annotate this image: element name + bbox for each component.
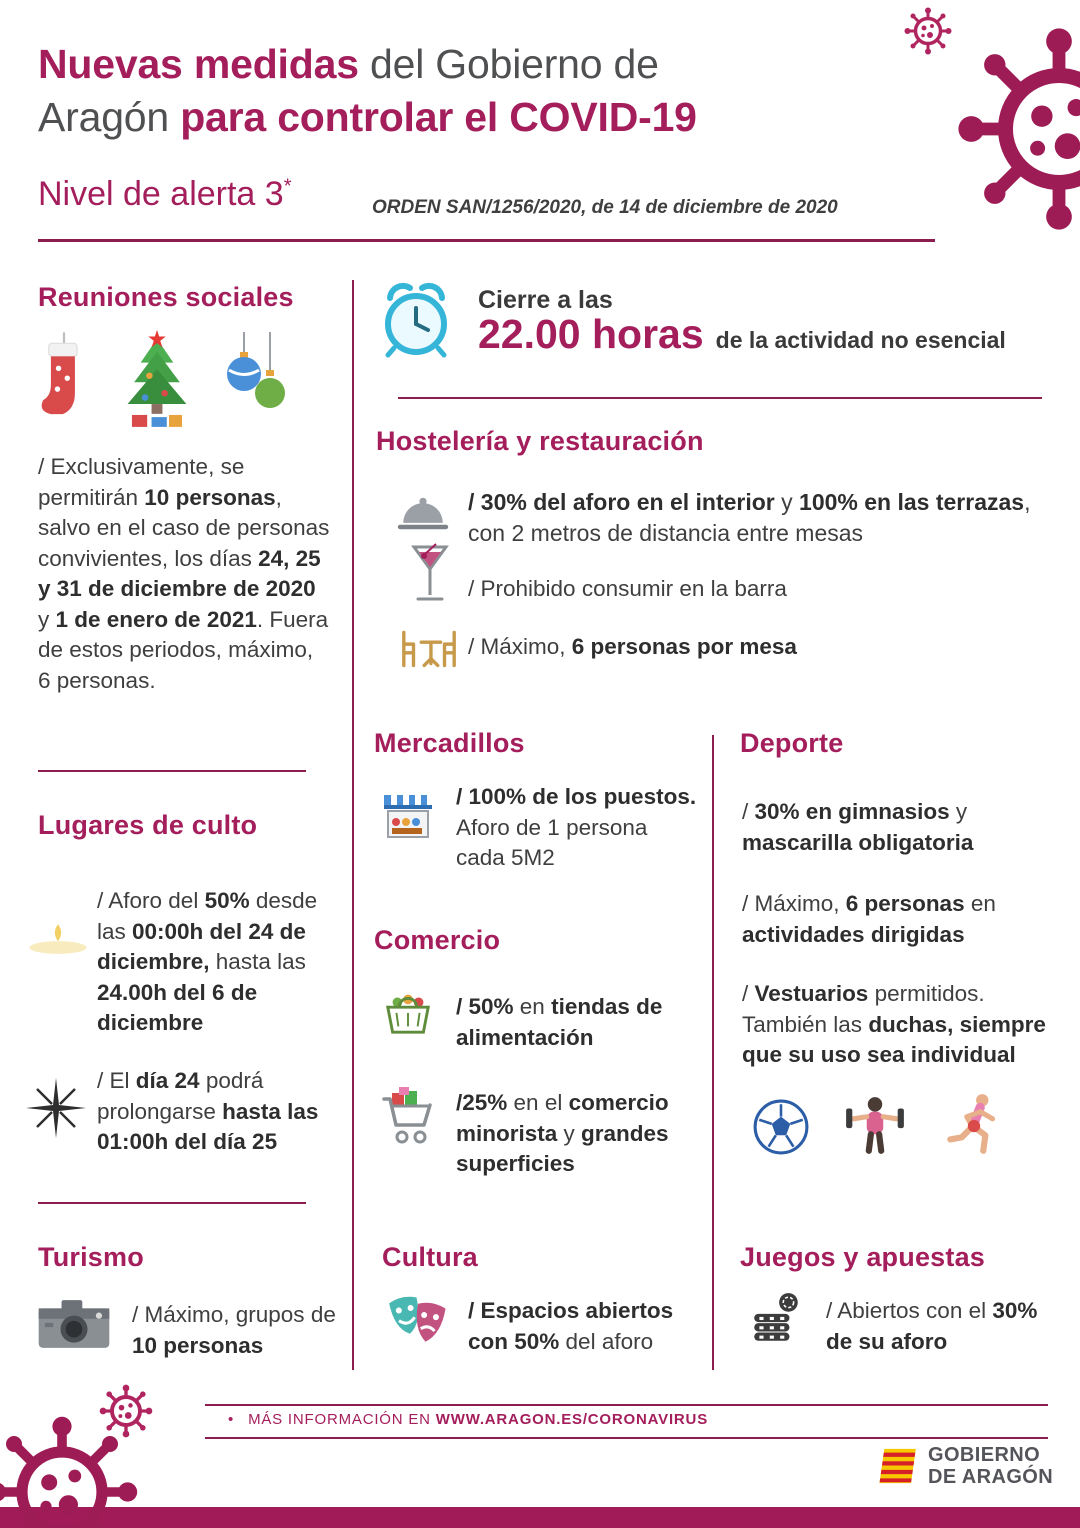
title-accent-2: para controlar el COVID-19 <box>180 94 697 140</box>
section-title-culto: Lugares de culto <box>38 810 258 840</box>
left-divider <box>38 770 306 772</box>
alert-level <box>38 175 291 214</box>
turismo-bullet-1: / Máximo, grupos de 10 personas <box>132 1302 336 1358</box>
section-title-hosteleria: Hostelería y restauración <box>376 426 704 456</box>
section-title-comercio: Comercio <box>374 925 501 955</box>
weightlifting-icon <box>842 1092 908 1158</box>
cultura-bullet-1: / Espacios abiertos con 50% del aforo <box>468 1298 674 1354</box>
footer-info-prefix: MÁS INFORMACIÓN EN <box>248 1411 436 1428</box>
section-title-deporte: Deporte <box>740 728 844 758</box>
serving-dish-icon <box>396 490 450 536</box>
running-person-icon <box>944 1092 1004 1158</box>
page-title <box>38 38 878 144</box>
christmas-baubles-icon <box>226 330 286 418</box>
vertical-divider <box>352 280 354 1370</box>
logo-line-1: GOBIERNO <box>928 1444 1041 1466</box>
camera-icon <box>36 1298 112 1352</box>
closure-main <box>478 311 1006 358</box>
closure-time: 22.00 horas <box>478 311 704 357</box>
order-reference: ORDEN SAN/1256/2020, de 14 de diciembre de 2020 <box>372 197 838 218</box>
christmas-icons-row <box>40 330 286 428</box>
section-title-mercadillos: Mercadillos <box>374 728 525 758</box>
header-rule <box>38 239 935 242</box>
theater-masks-icon <box>385 1291 449 1349</box>
bottom-accent-bar <box>0 1507 1080 1528</box>
virus-icon <box>0 1412 142 1528</box>
reuniones-text: / Exclusivamente, se permitirán 10 personas, salvo en el caso de personas convivientes, los días 24, 25 y 31 de diciembre de 2020 y 1 de enero de 2021. Fuera de estos periodos, máximo, 6 personas. <box>38 454 330 693</box>
eight-point-star-icon <box>24 1076 88 1140</box>
alert-level-text: Nivel de alerta 3 <box>38 175 284 213</box>
closure-intro: Cierre a las <box>478 286 613 314</box>
juegos-bullet-1: / Abiertos con el 30% de su aforo <box>826 1298 1038 1354</box>
footer-bullet: • <box>228 1411 235 1428</box>
market-stall-icon <box>382 788 434 844</box>
mercadillos-bullet-1: / 100% de los puestos. Aforo de 1 persona cada 5M2 <box>456 784 697 870</box>
soccer-ball-icon <box>752 1098 810 1156</box>
cocktail-glass-icon <box>410 543 450 605</box>
section-title-juegos: Juegos y apuestas <box>740 1242 986 1272</box>
title-rest-1: del Gobierno de <box>358 41 659 87</box>
deporte-bullet-3: / Vestuarios permitidos. También las duchas, siempre que su uso sea individual <box>742 981 1046 1067</box>
deporte-bullet-2: / Máximo, 6 personas en actividades dirigidas <box>742 891 996 947</box>
alert-asterisk: * <box>283 175 292 198</box>
title-rest-2: Aragón <box>38 94 181 140</box>
comercio-bullet-1: / 50% en tiendas de alimentación <box>456 994 663 1050</box>
culto-bullet-2: / El día 24 podrá prolongarse hasta las 01:00h del día 25 <box>97 1068 319 1154</box>
section-title-cultura: Cultura <box>382 1242 478 1272</box>
food-basket-icon <box>382 984 434 1038</box>
footer-rule-top <box>205 1404 1048 1406</box>
section-title-reuniones: Reuniones sociales <box>38 282 294 312</box>
title-accent-1: Nuevas medidas <box>38 41 359 87</box>
logo-line-2: DE ARAGÓN <box>928 1466 1054 1488</box>
aragon-flag-icon <box>876 1446 918 1486</box>
footer-info <box>228 1411 708 1428</box>
poker-chips-icon <box>750 1291 802 1347</box>
closure-scope: de la actividad no esencial <box>715 327 1006 353</box>
gobierno-aragon-logo <box>876 1444 1053 1488</box>
logo-text <box>928 1444 1053 1488</box>
left-divider <box>38 1202 306 1204</box>
hosteleria-bullet-2: / Prohibido consumir en la barra <box>468 576 787 601</box>
candle-glow-icon <box>26 920 90 956</box>
table-and-chairs-icon <box>398 626 460 670</box>
virus-icon <box>945 22 1080 236</box>
footer-rule-bottom <box>205 1437 1048 1439</box>
deporte-bullet-1: / 30% en gimnasios y mascarilla obligatoria <box>742 799 974 855</box>
christmas-tree-icon <box>118 330 196 428</box>
right-divider <box>398 397 1042 399</box>
footer-info-url: WWW.ARAGON.ES/CORONAVIRUS <box>435 1411 708 1428</box>
shopping-cart-gifts-icon <box>378 1082 434 1152</box>
culto-bullet-1: / Aforo del 50% desde las 00:00h del 24 de diciembre, hasta las 24.00h del 6 de diciembre <box>97 888 318 1035</box>
section-title-turismo: Turismo <box>38 1242 144 1272</box>
comercio-bullet-2: /25% en el comercio minorista y grandes superficies <box>456 1090 669 1176</box>
hosteleria-bullet-3: / Máximo, 6 personas por mesa <box>468 634 797 659</box>
alarm-clock-icon <box>376 280 456 360</box>
christmas-stocking-icon <box>40 330 88 422</box>
hosteleria-bullet-1: / 30% del aforo en el interior y 100% en las terrazas, con 2 metros de distancia entre mesas <box>468 489 1031 546</box>
vertical-divider <box>712 735 714 1370</box>
